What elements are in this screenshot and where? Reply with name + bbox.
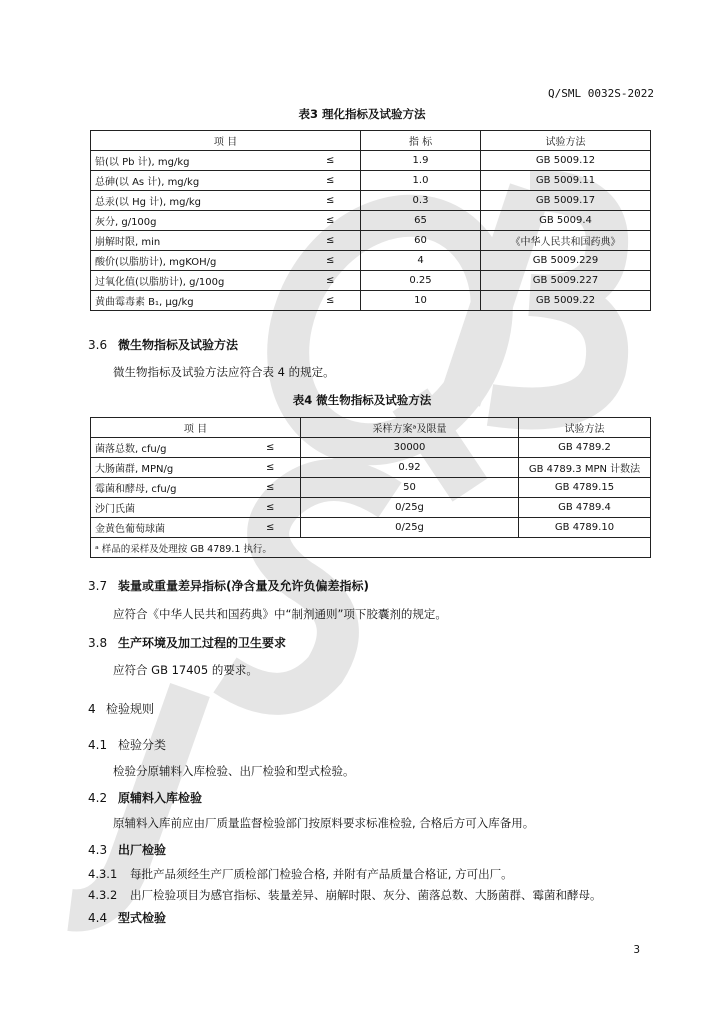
table-row xyxy=(91,458,651,478)
cell-operator: ≤ xyxy=(241,438,301,458)
section-title: 装量或重量差异指标(净含量及允许负偏差指标) xyxy=(118,579,369,593)
table-row xyxy=(91,478,651,498)
table4-footnote: ᵃ 样品的采样及处理按 GB 4789.1 执行。 xyxy=(91,538,651,558)
cell-item: 总砷(以 As 计), mg/kg xyxy=(91,171,301,191)
document-code: Q/SML 0032S-2022 xyxy=(548,87,654,100)
cell-method: GB 5009.22 xyxy=(481,291,651,311)
section-title: 微生物指标及试验方法 xyxy=(118,338,239,352)
table-header-row xyxy=(91,131,651,151)
cell-method: GB 5009.11 xyxy=(481,171,651,191)
cell-value: 0.3 xyxy=(361,191,481,211)
cell-method: GB 5009.4 xyxy=(481,211,651,231)
table-row xyxy=(91,291,651,311)
section-number: 4.2 xyxy=(88,791,108,805)
cell-method: GB 4789.2 xyxy=(519,438,651,458)
clause-number: 4.3.2 xyxy=(88,888,118,902)
cell-operator: ≤ xyxy=(241,518,301,538)
section-4-2-body: 原辅料入库前应由厂质量监督检验部门按原料要求标准检验, 合格后方可入库备用。 xyxy=(113,816,535,830)
cell-value: 1.9 xyxy=(361,151,481,171)
cell-value: 1.0 xyxy=(361,171,481,191)
section-4-3-heading xyxy=(88,841,166,858)
table3-physicochemical xyxy=(90,130,651,311)
cell-method: GB 5009.17 xyxy=(481,191,651,211)
cell-value: 4 xyxy=(361,251,481,271)
clause-number: 4.3.1 xyxy=(88,867,118,881)
table-row xyxy=(91,251,651,271)
table-row xyxy=(91,231,651,251)
cell-item: 金黄色葡萄球菌 xyxy=(91,518,241,538)
section-number: 4 xyxy=(88,702,96,716)
cell-method: 《中华人民共和国药典》 xyxy=(481,231,651,251)
cell-item: 大肠菌群, MPN/g xyxy=(91,458,241,478)
table-row xyxy=(91,498,651,518)
section-4-heading xyxy=(88,700,154,717)
cell-method: GB 5009.229 xyxy=(481,251,651,271)
section-number: 4.1 xyxy=(88,738,108,752)
cell-item: 菌落总数, cfu/g xyxy=(91,438,241,458)
table3-caption: 表3 理化指标及试验方法 xyxy=(298,107,426,121)
cell-item: 霉菌和酵母, cfu/g xyxy=(91,478,241,498)
section-title: 生产环境及加工过程的卫生要求 xyxy=(118,636,287,650)
table-header-row xyxy=(91,418,651,438)
cell-operator: ≤ xyxy=(301,171,361,191)
cell-operator: ≤ xyxy=(301,211,361,231)
section-title: 出厂检验 xyxy=(118,843,167,857)
cell-operator: ≤ xyxy=(241,498,301,518)
section-3-6-heading xyxy=(88,336,238,353)
cell-item: 黄曲霉毒素 B₁, μg/kg xyxy=(91,291,301,311)
table4-microbiological xyxy=(90,417,651,558)
cell-item: 总汞(以 Hg 计), mg/kg xyxy=(91,191,301,211)
table-note-row xyxy=(91,538,651,558)
cell-operator: ≤ xyxy=(301,251,361,271)
header-method: 试验方法 xyxy=(519,418,651,438)
header-item: 项 目 xyxy=(91,131,361,151)
section-3-8-body: 应符合 GB 17405 的要求。 xyxy=(113,663,258,677)
cell-value: 0.92 xyxy=(301,458,519,478)
cell-item: 灰分, g/100g xyxy=(91,211,301,231)
table-row xyxy=(91,151,651,171)
table-row xyxy=(91,271,651,291)
section-3-7-heading xyxy=(88,577,369,594)
cell-value: 0/25g xyxy=(301,518,519,538)
section-number: 4.4 xyxy=(88,911,108,925)
section-3-7-body: 应符合《中华人民共和国药典》中“制剂通则”项下胶囊剂的规定。 xyxy=(113,607,447,621)
section-3-6-body: 微生物指标及试验方法应符合表 4 的规定。 xyxy=(113,365,335,379)
table-row xyxy=(91,438,651,458)
section-3-8-heading xyxy=(88,634,286,651)
cell-method: GB 4789.15 xyxy=(519,478,651,498)
cell-operator: ≤ xyxy=(301,231,361,251)
page-number: 3 xyxy=(633,944,640,956)
cell-item: 酸价(以脂肪计), mgKOH/g xyxy=(91,251,301,271)
cell-operator: ≤ xyxy=(301,191,361,211)
clause-text: 出厂检验项目为感官指标、装量差异、崩解时限、灰分、菌落总数、大肠菌群、霉菌和酵母。 xyxy=(130,888,602,902)
cell-operator: ≤ xyxy=(301,291,361,311)
section-title: 型式检验 xyxy=(118,911,167,925)
section-title: 检验规则 xyxy=(106,702,155,716)
cell-value: 65 xyxy=(361,211,481,231)
section-title: 原辅料入库检验 xyxy=(118,791,203,805)
cell-method: GB 5009.227 xyxy=(481,271,651,291)
section-4-1-heading xyxy=(88,736,166,753)
header-method: 试验方法 xyxy=(481,131,651,151)
section-4-2-heading xyxy=(88,789,202,806)
cell-operator: ≤ xyxy=(301,151,361,171)
cell-value: 0/25g xyxy=(301,498,519,518)
cell-operator: ≤ xyxy=(241,478,301,498)
cell-value: 50 xyxy=(301,478,519,498)
cell-item: 过氧化值(以脂肪计), g/100g xyxy=(91,271,301,291)
header-item: 项 目 xyxy=(91,418,301,438)
section-4-1-body: 检验分原辅料入库检验、出厂检验和型式检验。 xyxy=(113,764,355,778)
cell-item: 崩解时限, min xyxy=(91,231,301,251)
cell-value: 10 xyxy=(361,291,481,311)
cell-item: 沙门氏菌 xyxy=(91,498,241,518)
table-row xyxy=(91,211,651,231)
header-sampling-limit: 采样方案ᵃ及限量 xyxy=(301,418,519,438)
table-row xyxy=(91,191,651,211)
section-number: 3.6 xyxy=(88,338,108,352)
clause-text: 每批产品须经生产厂质检部门检验合格, 并附有产品质量合格证, 方可出厂。 xyxy=(130,867,513,881)
cell-method: GB 4789.10 xyxy=(519,518,651,538)
section-4-4-heading xyxy=(88,909,166,926)
cell-operator: ≤ xyxy=(241,458,301,478)
cell-method: GB 5009.12 xyxy=(481,151,651,171)
section-number: 3.8 xyxy=(88,636,108,650)
table-row xyxy=(91,171,651,191)
header-limit: 指 标 xyxy=(361,131,481,151)
cell-value: 60 xyxy=(361,231,481,251)
clause-4-3-2 xyxy=(88,887,602,903)
cell-value: 0.25 xyxy=(361,271,481,291)
cell-method: GB 4789.3 MPN 计数法 xyxy=(519,458,651,478)
cell-method: GB 4789.4 xyxy=(519,498,651,518)
section-number: 4.3 xyxy=(88,843,108,857)
cell-operator: ≤ xyxy=(301,271,361,291)
cell-item: 铅(以 Pb 计), mg/kg xyxy=(91,151,301,171)
section-number: 3.7 xyxy=(88,579,108,593)
clause-4-3-1 xyxy=(88,866,513,882)
section-title: 检验分类 xyxy=(118,738,167,752)
cell-value: 30000 xyxy=(301,438,519,458)
table-row xyxy=(91,518,651,538)
table4-caption: 表4 微生物指标及试验方法 xyxy=(292,393,432,407)
